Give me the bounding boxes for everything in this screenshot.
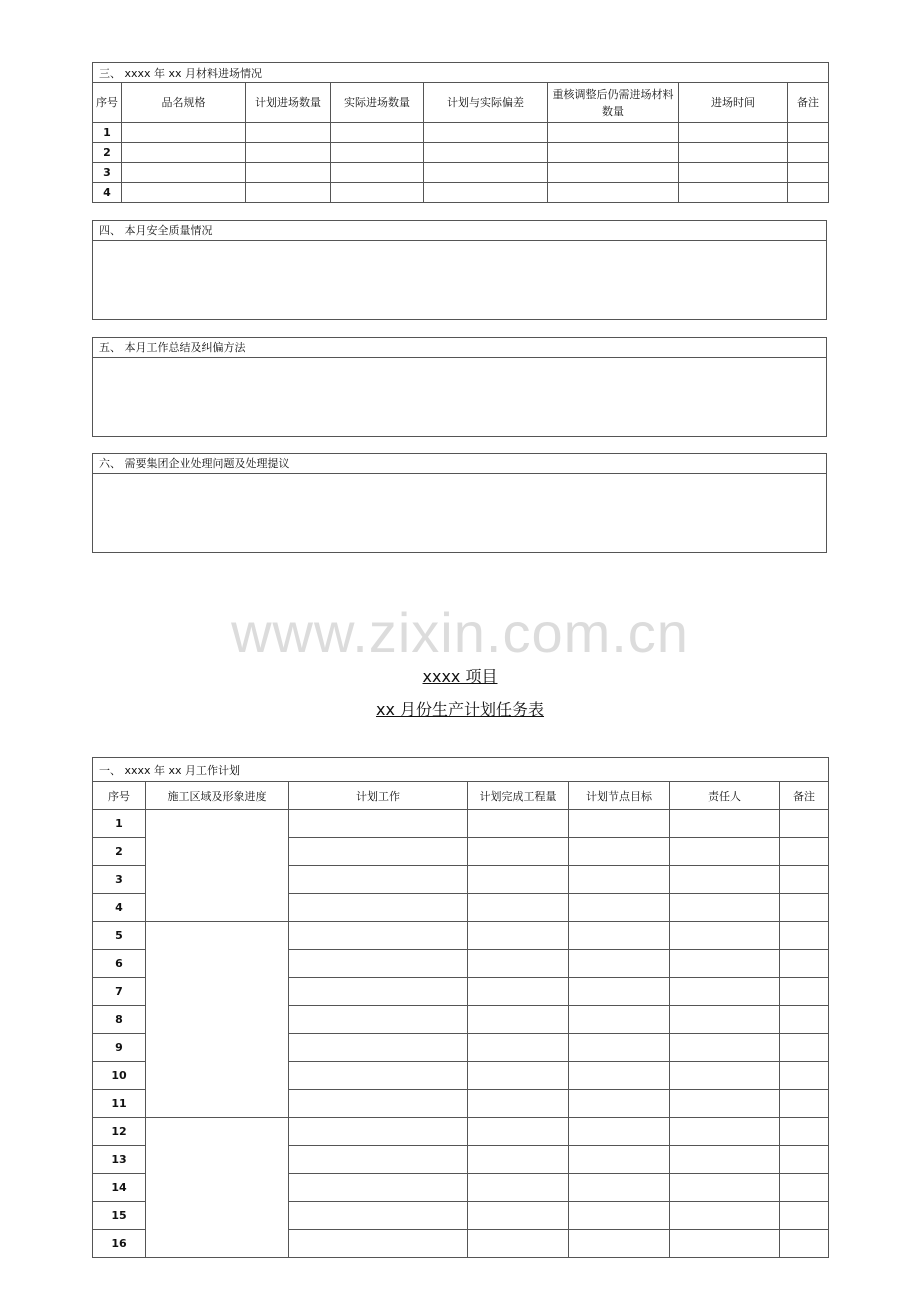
issues-section-title: 六、 需要集团企业处理问题及处理提议 [93,454,826,474]
col-header-seq: 序号 [93,83,122,123]
row-number: 16 [93,1230,146,1258]
project-title: xxxx 项目 [422,667,498,686]
col-header-remaining-qty: 重核调整后仍需进场材料数量 [548,83,679,123]
plan-section-title: 一、 xxxx 年 xx 月工作计划 [93,758,829,782]
row-number: 11 [93,1090,146,1118]
row-number: 2 [93,838,146,866]
safety-section-title: 四、 本月安全质量情况 [93,221,826,241]
row-number: 14 [93,1174,146,1202]
summary-section-title: 五、 本月工作总结及纠偏方法 [93,338,826,358]
row-number: 3 [93,163,122,183]
col-header-spec: 品名规格 [122,83,246,123]
material-table [92,62,829,203]
row-number: 4 [93,183,122,203]
work-summary-section [92,337,827,437]
row-number: 13 [93,1146,146,1174]
watermark: www.zixin.com.cn [231,601,689,664]
col-header-remarks: 备注 [780,782,829,810]
col-header-node-target: 计划节点目标 [569,782,670,810]
row-number: 7 [93,978,146,1006]
row-number: 12 [93,1118,146,1146]
col-header-area-progress: 施工区域及形象进度 [146,782,289,810]
table-row [93,183,829,203]
area-cell-group-1 [146,810,289,922]
row-number: 2 [93,143,122,163]
col-header-remarks: 备注 [788,83,829,123]
plan-title: xx 月份生产计划任务表 [375,700,545,719]
row-number: 15 [93,1202,146,1230]
row-number: 4 [93,894,146,922]
row-number: 9 [93,1034,146,1062]
col-header-entry-time: 进场时间 [679,83,788,123]
table-row [93,1118,829,1146]
table-row [93,810,829,838]
col-header-responsible: 责任人 [670,782,780,810]
area-cell-group-2 [146,922,289,1118]
material-section-title: 三、 xxxx 年 xx 月材料进场情况 [93,63,829,83]
table-row [93,123,829,143]
table-row [93,163,829,183]
row-number: 3 [93,866,146,894]
table-row [93,143,829,163]
col-header-deviation: 计划与实际偏差 [424,83,548,123]
row-number: 6 [93,950,146,978]
col-header-actual-qty: 实际进场数量 [331,83,424,123]
row-number: 1 [93,123,122,143]
work-plan-table [92,757,829,1258]
area-cell-group-3 [146,1118,289,1258]
row-number: 10 [93,1062,146,1090]
col-header-planned-work: 计划工作 [289,782,468,810]
row-number: 1 [93,810,146,838]
row-number: 5 [93,922,146,950]
col-header-planned-quantity: 计划完成工程量 [468,782,569,810]
safety-quality-section [92,220,827,320]
table-row [93,922,829,950]
col-header-planned-qty: 计划进场数量 [246,83,331,123]
issues-section [92,453,827,553]
col-header-seq: 序号 [93,782,146,810]
row-number: 8 [93,1006,146,1034]
